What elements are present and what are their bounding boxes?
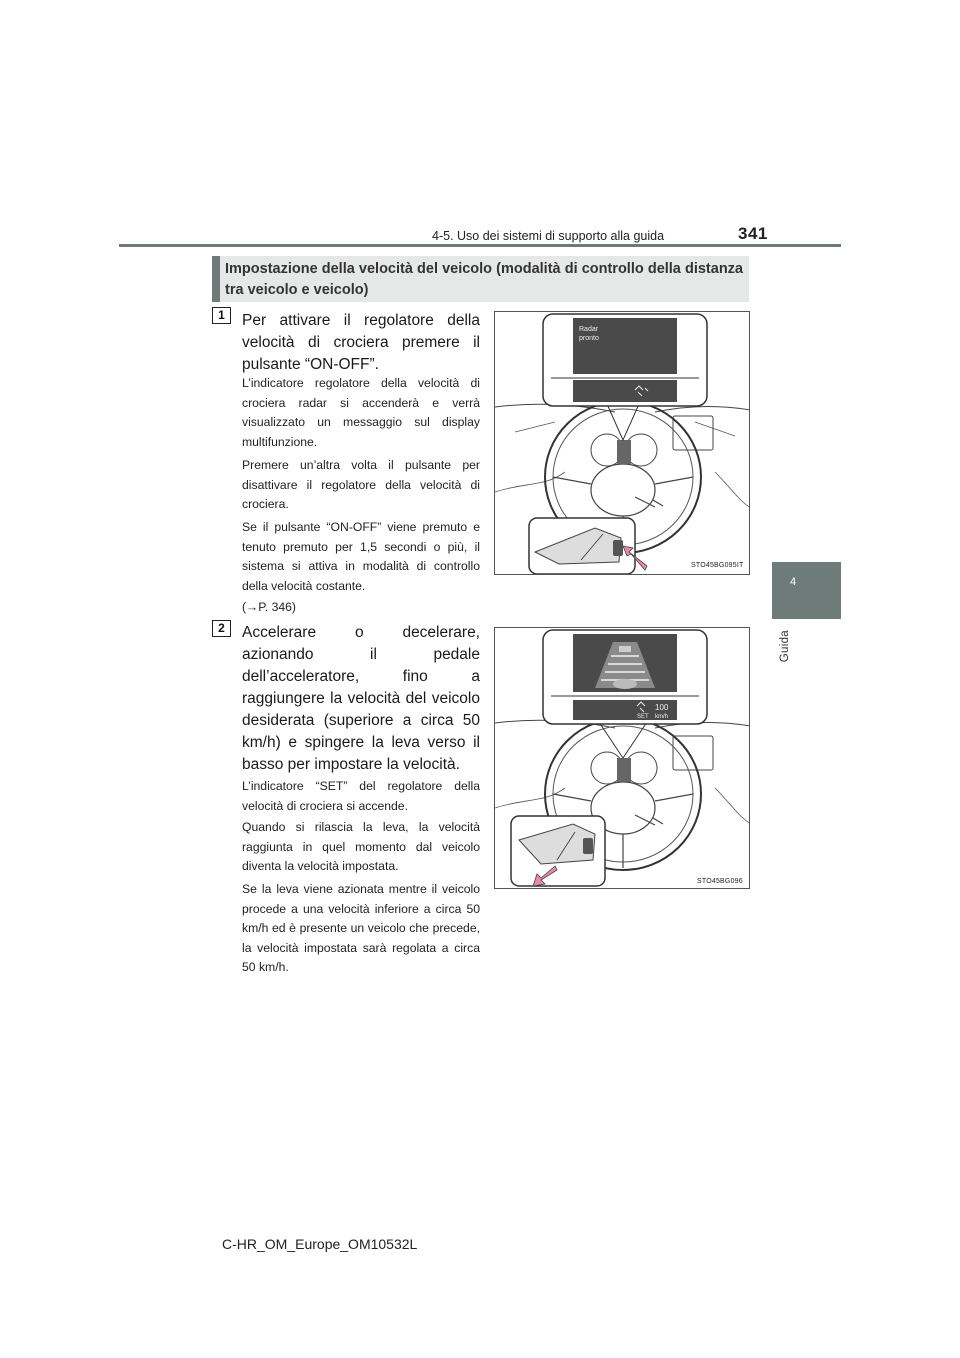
chapter-tab xyxy=(772,562,841,619)
step-2-note-3: Se la leva viene azionata mentre il veicolo procede a una velocità inferiore a circa 50 km/h ed è presente un veicolo che precede, la velocità impostata sarà regolata a circa 50 km/h. xyxy=(242,882,480,974)
step-number-2: 2 xyxy=(212,620,231,637)
step-1-note-4: (→P. 346) xyxy=(242,600,296,614)
display-text-radar: Radar xyxy=(579,326,599,333)
dashboard-illustration-1 xyxy=(495,312,750,575)
dashboard-illustration-2 xyxy=(495,628,750,889)
chapter-label: Guida xyxy=(779,630,791,663)
section-heading-bar xyxy=(212,256,220,302)
document-code: C-HR_OM_Europe_OM10532L xyxy=(222,1236,418,1252)
chapter-number: 4 xyxy=(790,576,797,588)
step-1-note-1: L’indicatore regolatore della velocità di crociera radar si accenderà e verrà visualizzato un messaggio sul display multifunzione. xyxy=(242,376,480,449)
header-rule xyxy=(119,244,841,247)
set-speed-value: 100 xyxy=(655,703,669,712)
running-header: 4-5. Uso dei sistemi di supporto alla guida xyxy=(432,229,665,243)
figure-code-2: STO45BG096 xyxy=(697,878,743,885)
step-2-text: Accelerare o decelerare, azionando il pedale dell’acceleratore, fino a raggiungere la velocità del veicolo desiderata (superiore a circa 50 km/h) e spingere la leva verso il basso per impostare la velocità. xyxy=(242,624,480,773)
step-1-note-2: Premere un’altra volta il pulsante per disattivare il regolatore della velocità di crociera. xyxy=(242,458,480,511)
speed-unit: km/h xyxy=(655,714,669,720)
figure-code-1: STO45BG095IT xyxy=(691,562,744,569)
figure-steering-on-off xyxy=(494,311,750,575)
display-text-pronto: pronto xyxy=(579,335,599,342)
page-number: 341 xyxy=(738,224,768,243)
step-number-1: 1 xyxy=(212,307,231,324)
set-indicator: SET xyxy=(637,714,649,720)
figure-steering-set xyxy=(494,627,750,889)
step-1-text: Per attivare il regolatore della velocità di crociera premere il pulsante “ON-OFF”. xyxy=(242,312,480,373)
step-2-note-1: L’indicatore “SET” del regolatore della velocità di crociera si accende. xyxy=(242,779,480,813)
step-1-note-3: Se il pulsante “ON-OFF” viene premuto e tenuto premuto per 1,5 secondi o più, il sistema si attiva in modalità di controllo della velocità costante. xyxy=(242,520,480,593)
section-title: Impostazione della velocità del veicolo (modalità di controllo della distanza tra veicolo e veicolo) xyxy=(225,261,743,298)
step-2-note-2: Quando si rilascia la leva, la velocità raggiunta in quel momento dal veicolo diventa la velocità impostata. xyxy=(242,820,480,873)
